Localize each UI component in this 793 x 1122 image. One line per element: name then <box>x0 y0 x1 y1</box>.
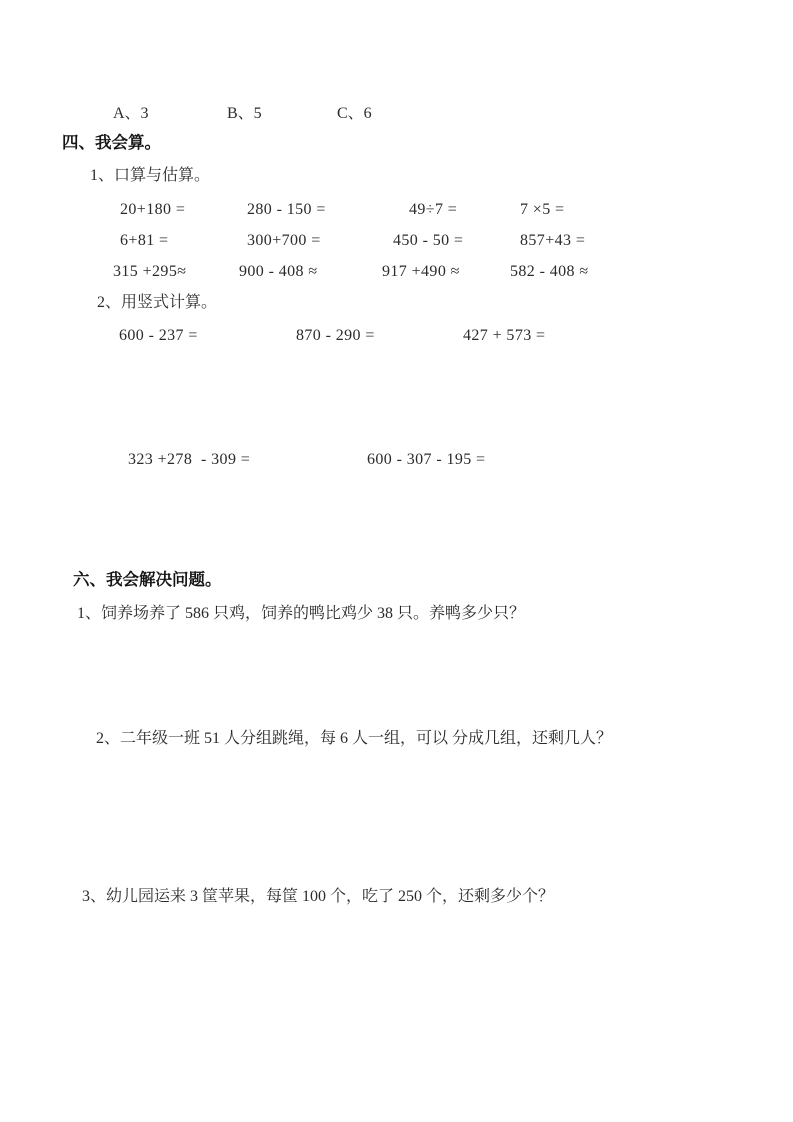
oral-calc-eq-2-4: 857+43 = <box>520 232 586 249</box>
oral-calc-eq-1-3: 49÷7 = <box>409 201 458 218</box>
vertical-calc-eq-1-1: 600 - 237 = <box>119 327 198 344</box>
word-problem-1: 1、饲养场养了 586 只鸡，饲养的鸭比鸡少 38 只。养鸭多少只？ <box>77 605 526 622</box>
section-four-heading: 四、我会算。 <box>62 134 161 152</box>
choice-option-c: C、6 <box>337 105 372 122</box>
vertical-calc-eq-1-2: 870 - 290 = <box>296 327 375 344</box>
word-problem-2: 2、二年级一班 51 人分组跳绳，每 6 人一组，可以 分成几组，还剩几人？ <box>96 730 613 747</box>
estimate-eq-3-2: 900 - 408 ≈ <box>239 263 318 280</box>
estimate-eq-3-3: 917 +490 ≈ <box>382 263 460 280</box>
estimate-eq-3-1: 315 +295≈ <box>113 263 187 280</box>
choice-option-b: B、5 <box>227 105 262 122</box>
oral-calc-eq-2-2: 300+700 = <box>247 232 321 249</box>
vertical-calc-eq-2-2: 600 - 307 - 195 = <box>367 451 486 468</box>
estimate-eq-3-4: 582 - 408 ≈ <box>510 263 589 280</box>
choice-option-a: A、3 <box>113 105 149 122</box>
word-problem-3: 3、幼儿园运来 3 筐苹果，每筐 100 个，吃了 250 个，还剩多少个？ <box>82 888 555 905</box>
oral-calc-eq-1-4: 7 ×5 = <box>520 201 565 218</box>
oral-calc-eq-1-2: 280 - 150 = <box>247 201 326 218</box>
oral-calc-label: 1、口算与估算。 <box>90 167 211 184</box>
vertical-calc-label: 2、用竖式计算。 <box>97 294 218 311</box>
oral-calc-eq-2-1: 6+81 = <box>120 232 169 249</box>
oral-calc-eq-1-1: 20+180 = <box>120 201 186 218</box>
section-six-heading: 六、我会解决问题。 <box>73 571 222 589</box>
vertical-calc-eq-1-3: 427 + 573 = <box>463 327 546 344</box>
oral-calc-eq-2-3: 450 - 50 = <box>393 232 464 249</box>
vertical-calc-eq-2-1: 323 +278 - 309 = <box>128 451 251 468</box>
